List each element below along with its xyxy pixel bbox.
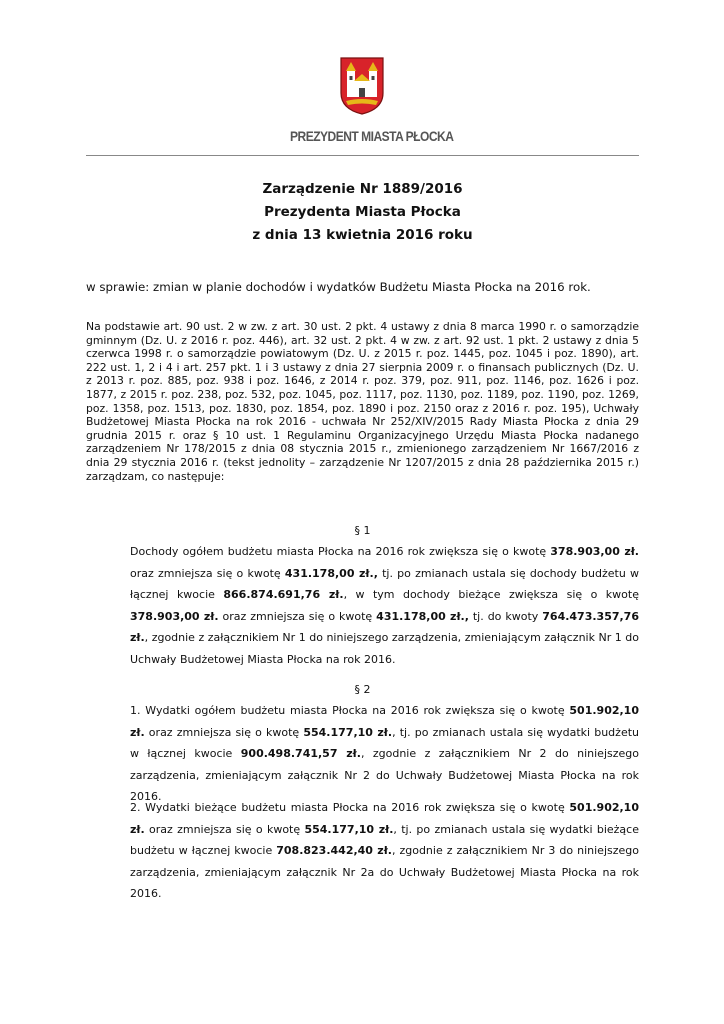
issuer-brand: PREZYDENT MIASTA PŁOCKA [290,128,454,144]
section-1-paragraph: Dochody ogółem budżetu miasta Płocka na 2016 rok zwiększa się o kwotę 378.903,00 zł. oraz zmniejsza się o kwotę 431.178,00 zł., tj. po zmianach ustala się dochody budżetu w łącznej kwocie 866.874.691,76 zł., w tym dochody bieżące zwiększa się o kwotę 378.903,00 zł. oraz zmniejsza się o kwotę 431.178,00 zł., tj. do kwoty 764.473.357,76 zł., zgodnie z załącznikiem Nr 1 do niniejszego zarządzenia, zmieniającym załącznik Nr 1 do Uchwały Budżetowej Miasta Płocka na rok 2016. [130,545,639,666]
title-line-1: Zarządzenie Nr 1889/2016 [262,181,463,197]
legal-basis-paragraph: Na podstawie art. 90 ust. 2 w zw. z art. 30 ust. 2 pkt. 4 ustawy z dnia 8 marca 1990 r. o samorządzie gminnym (Dz. U. z 2016 r. poz. 446), art. 32 ust. 2 pkt. 4 w zw. z art. 92 ust. 1 pkt. 2 ustawy z dnia 5 czerwca 1998 r. o samorządzie powiatowym (Dz. U. z 2015 r. poz. 1445, poz. 1045 i poz. 1890), art. 222 ust. 1, 2 i 4 i art. 257 pkt. 1 i 3 ustawy z dnia 27 sierpnia 2009 r. o finansach publicznych (Dz. U. z 2013 r. poz. 885, poz. 938 i poz. 1646, z 2014 r. poz. 379, poz. 911, poz. 1146, poz. 1626 i poz. 1877, z 2015 r. poz. 238, poz. 532, poz. 1045, poz. 1117, poz. 1130, poz. 1189, poz. 1190, poz. 1269, poz. 1358, poz. 1513, poz. 1830, poz. 1854, poz. 1890 i poz. 2150 oraz z 2016 r. poz. 195), Uchwały Budżetowej Miasta Płocka na rok 2016 - uchwała Nr 252/XIV/2015 Rady Miasta Płocka z dnia 29 grudnia 2015 r. oraz § 10 ust. 1 Regulaminu Organizacyjnego Urzędu Miasta Płocka nadanego zarządzeniem Nr 178/2015 z dnia 08 stycznia 2015 r., zmienionego zarządzeniem Nr 1667/2016 z dnia 29 stycznia 2016 r. (tekst jednolity – zarządzenie Nr 1207/2015 z dnia 28 października 2015 r.) zarządzam, co następuje: [86,320,639,483]
subject-line: w sprawie: zmian w planie dochodów i wydatków Budżetu Miasta Płocka na 2016 rok. [86,280,591,294]
title-line-3: z dnia 13 kwietnia 2016 roku [252,227,473,243]
section-2-heading: § 2 [354,683,371,696]
header-divider [86,155,639,156]
section-1-heading: § 1 [354,524,371,537]
section-2-item-2: 2. Wydatki bieżące budżetu miasta Płocka na 2016 rok zwiększa się o kwotę 501.902,10 zł. oraz zmniejsza się o kwotę 554.177,10 zł., tj. po zmianach ustala się wydatki bieżące budżetu w łącznej kwocie 708.823.442,40 zł., zgodnie z załącznikiem Nr 3 do niniejszego zarządzenia, zmieniającym załącznik Nr 2a do Uchwały Budżetowej Miasta Płocka na rok 2016. [130,801,639,901]
city-coat-of-arms-icon [340,57,384,115]
title-line-2: Prezydenta Miasta Płocka [264,204,461,220]
section-2-item-1: 1. Wydatki ogółem budżetu miasta Płocka na 2016 rok zwiększa się o kwotę 501.902,10 zł. oraz zmniejsza się o kwotę 554.177,10 zł., tj. po zmianach ustala się wydatki budżetu w łącznej kwocie 900.498.741,57 zł., zgodnie z załącznikiem Nr 2 do niniejszego zarządzenia, zmieniającym załącznik Nr 2 do Uchwały Budżetowej Miasta Płocka na rok 2016. [130,704,639,804]
document-title [86,178,639,247]
